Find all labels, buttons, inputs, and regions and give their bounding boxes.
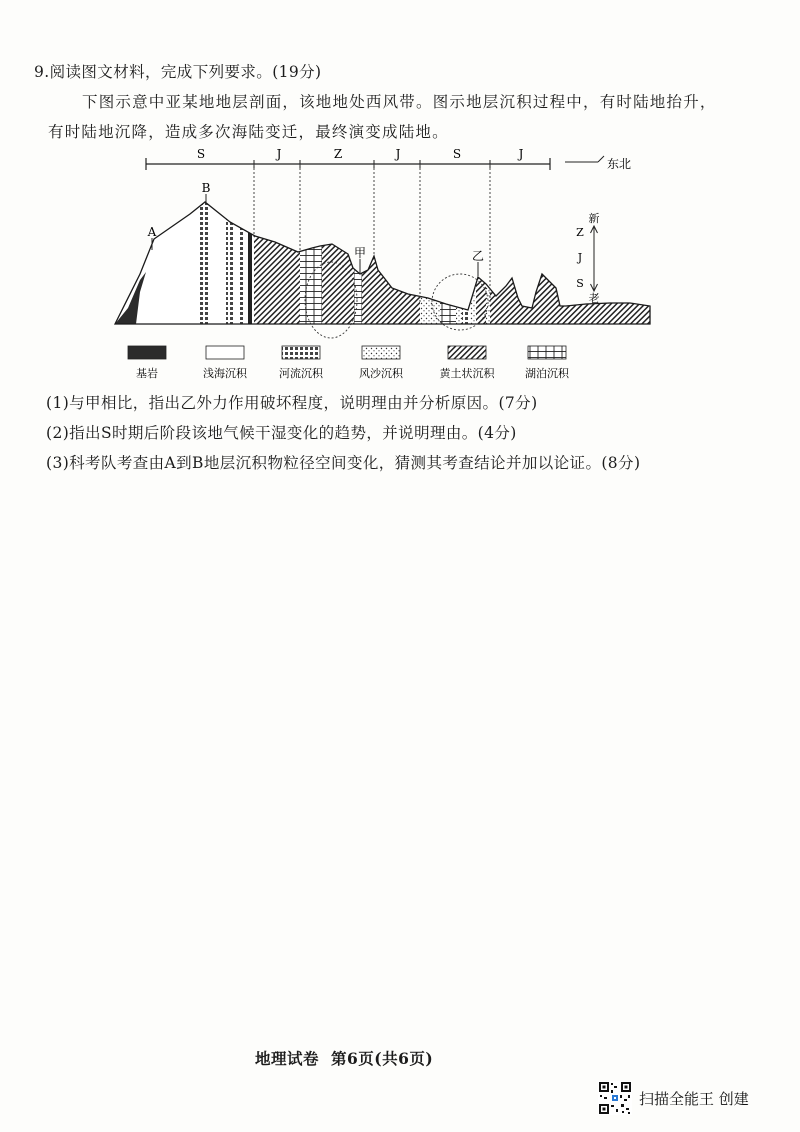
legend-swatch-lake [528, 346, 566, 359]
legend-swatch-wind-sand [362, 346, 400, 359]
age-scale-s: S [576, 277, 584, 290]
scanner-watermark-text: 扫描全能王 创建 [639, 1089, 749, 1108]
terrain-layers [110, 182, 670, 332]
subquestion-3: (3)科考队考查由A到B地层沉积物粒径空间变化，猜测其考查结论并加以论证。(8分) [46, 454, 641, 472]
legend-label-loess: 黄土状沉积 [439, 367, 495, 380]
age-scale-new: 新 [588, 212, 600, 225]
legend-swatch-river [282, 346, 320, 359]
question-header: 9.阅读图文材料，完成下列要求。(19分) [34, 63, 322, 81]
scanner-watermark [598, 1081, 749, 1115]
age-scale-j: J [577, 251, 583, 264]
age-scale-old: 老 [588, 292, 600, 305]
footer-subject: 地理试卷 [255, 1049, 320, 1068]
age-scale-z: Z [576, 226, 584, 239]
period-bracket [146, 156, 604, 170]
legend-label-shallow-sea: 浅海沉积 [203, 367, 247, 380]
period-label-j2: J [395, 147, 401, 161]
footer-page-number: 第6页(共6页) [331, 1049, 434, 1068]
intro-line-2: 有时陆地沉降，造成多次海陆变迁，最终演变成陆地。 [48, 123, 449, 141]
legend-swatch-loess [448, 346, 486, 359]
page-footer [255, 1047, 433, 1069]
legend-swatch-bedrock [128, 346, 166, 359]
subquestion-1: (1)与甲相比，指出乙外力作用破坏程度，说明理由并分析原因。(7分) [46, 394, 538, 412]
legend-swatch-shallow-sea [206, 346, 244, 359]
point-label-yi: 乙 [471, 249, 485, 263]
period-label-s1: S [196, 147, 206, 161]
point-label-b: B [201, 181, 211, 195]
period-label-j1: J [276, 147, 282, 161]
period-label-j3: J [518, 147, 524, 161]
legend [128, 346, 570, 380]
period-label-s2: S [452, 147, 462, 161]
qr-code-icon [598, 1081, 632, 1115]
subquestion-2: (2)指出S时期后阶段该地气候干湿变化的趋势，并说明理由。(4分) [46, 424, 517, 442]
point-label-jia: 甲 [353, 246, 367, 260]
legend-label-bedrock: 基岩 [136, 367, 158, 380]
direction-label: 东北 [607, 157, 632, 171]
legend-label-wind-sand: 风沙沉积 [359, 367, 403, 380]
point-label-a: A [147, 225, 157, 239]
strata-profile-figure [110, 142, 670, 387]
intro-line-1: 下图示意中亚某地地层剖面，该地地处西风带。图示地层沉积过程中，有时陆地抬升， [82, 93, 717, 111]
legend-label-lake: 湖泊沉积 [525, 367, 569, 380]
legend-label-river: 河流沉积 [279, 367, 323, 380]
period-label-z: Z [333, 147, 343, 161]
